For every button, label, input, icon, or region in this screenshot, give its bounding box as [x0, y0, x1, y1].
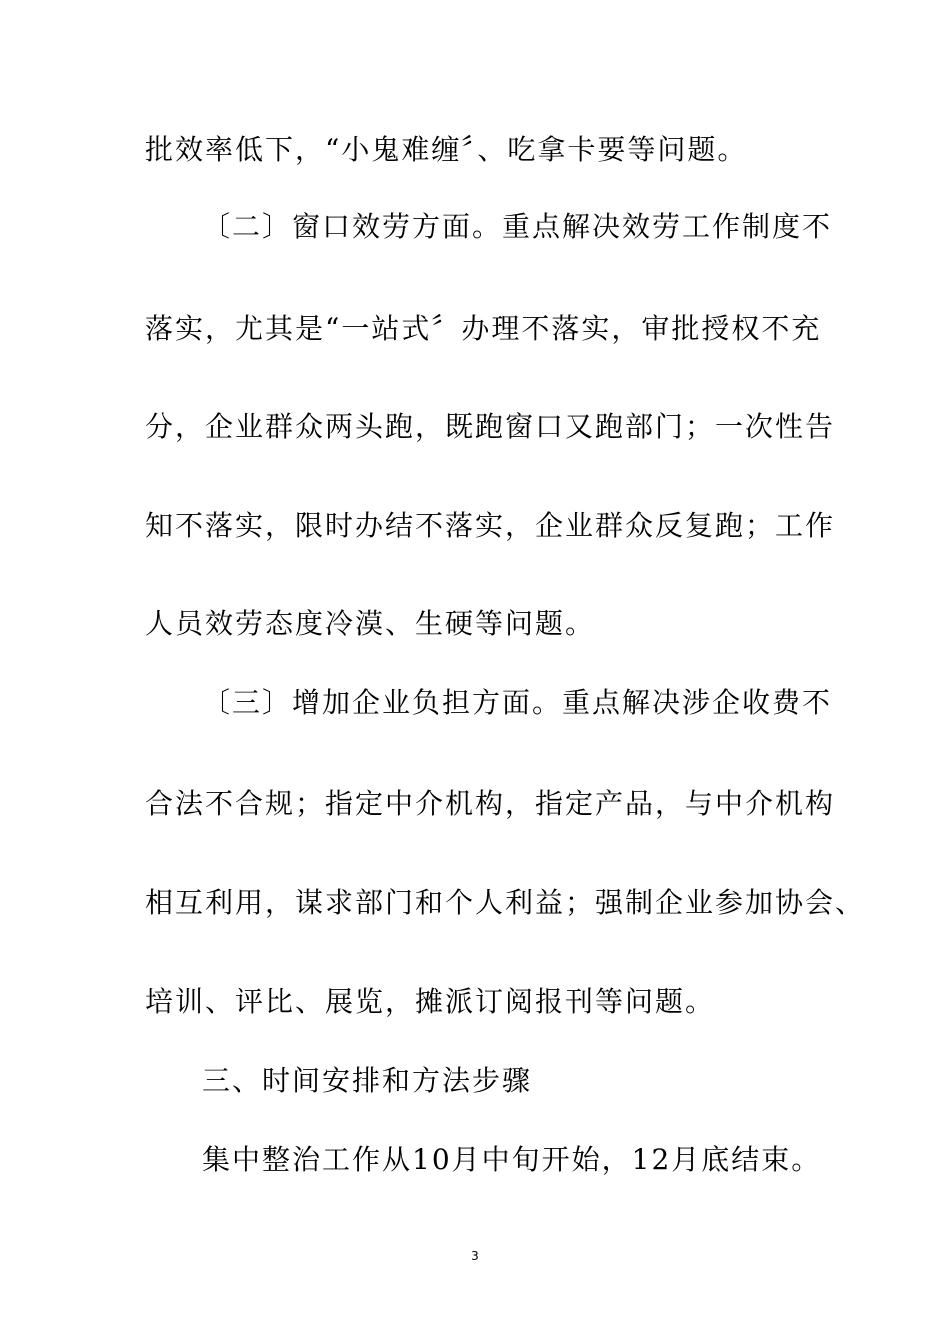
paragraph-1-line-1: 批效率低下，“小鬼难缠〞、吃拿卡要等问题。	[145, 133, 748, 166]
paragraph-2-line-3: 分，企业群众两头跑，既跑窗口又跑部门；一次性告	[145, 410, 836, 443]
section-heading: 三、时间安排和方法步骤	[202, 1064, 533, 1097]
paragraph-3-line-4: 培训、评比、展览，摊派订阅报刊等问题。	[145, 985, 716, 1018]
paragraph-3-line-2: 合法不合规；指定中介机构，指定产品，与中介机构	[145, 787, 836, 820]
page-number: 3	[471, 1249, 479, 1263]
paragraph-2-line-1: 〔二〕窗口效劳方面。重点解决效劳工作制度不	[202, 210, 833, 243]
paragraph-2-line-5: 人员效劳态度冷漠、生硬等问题。	[145, 607, 596, 640]
paragraph-3-line-1: 〔三〕增加企业负担方面。重点解决涉企收费不	[202, 686, 833, 719]
paragraph-2-line-2: 落实，尤其是“一站式〞办理不落实，审批授权不充	[145, 312, 822, 345]
paragraph-4-line-1: 集中整治工作从10月中旬开始，12月底结束。	[202, 1143, 822, 1176]
paragraph-2-line-4: 知不落实，限时办结不落实，企业群众反复跑；工作	[145, 509, 836, 542]
paragraph-3-line-3: 相互利用，谋求部门和个人利益；强制企业参加协会、	[145, 886, 866, 919]
